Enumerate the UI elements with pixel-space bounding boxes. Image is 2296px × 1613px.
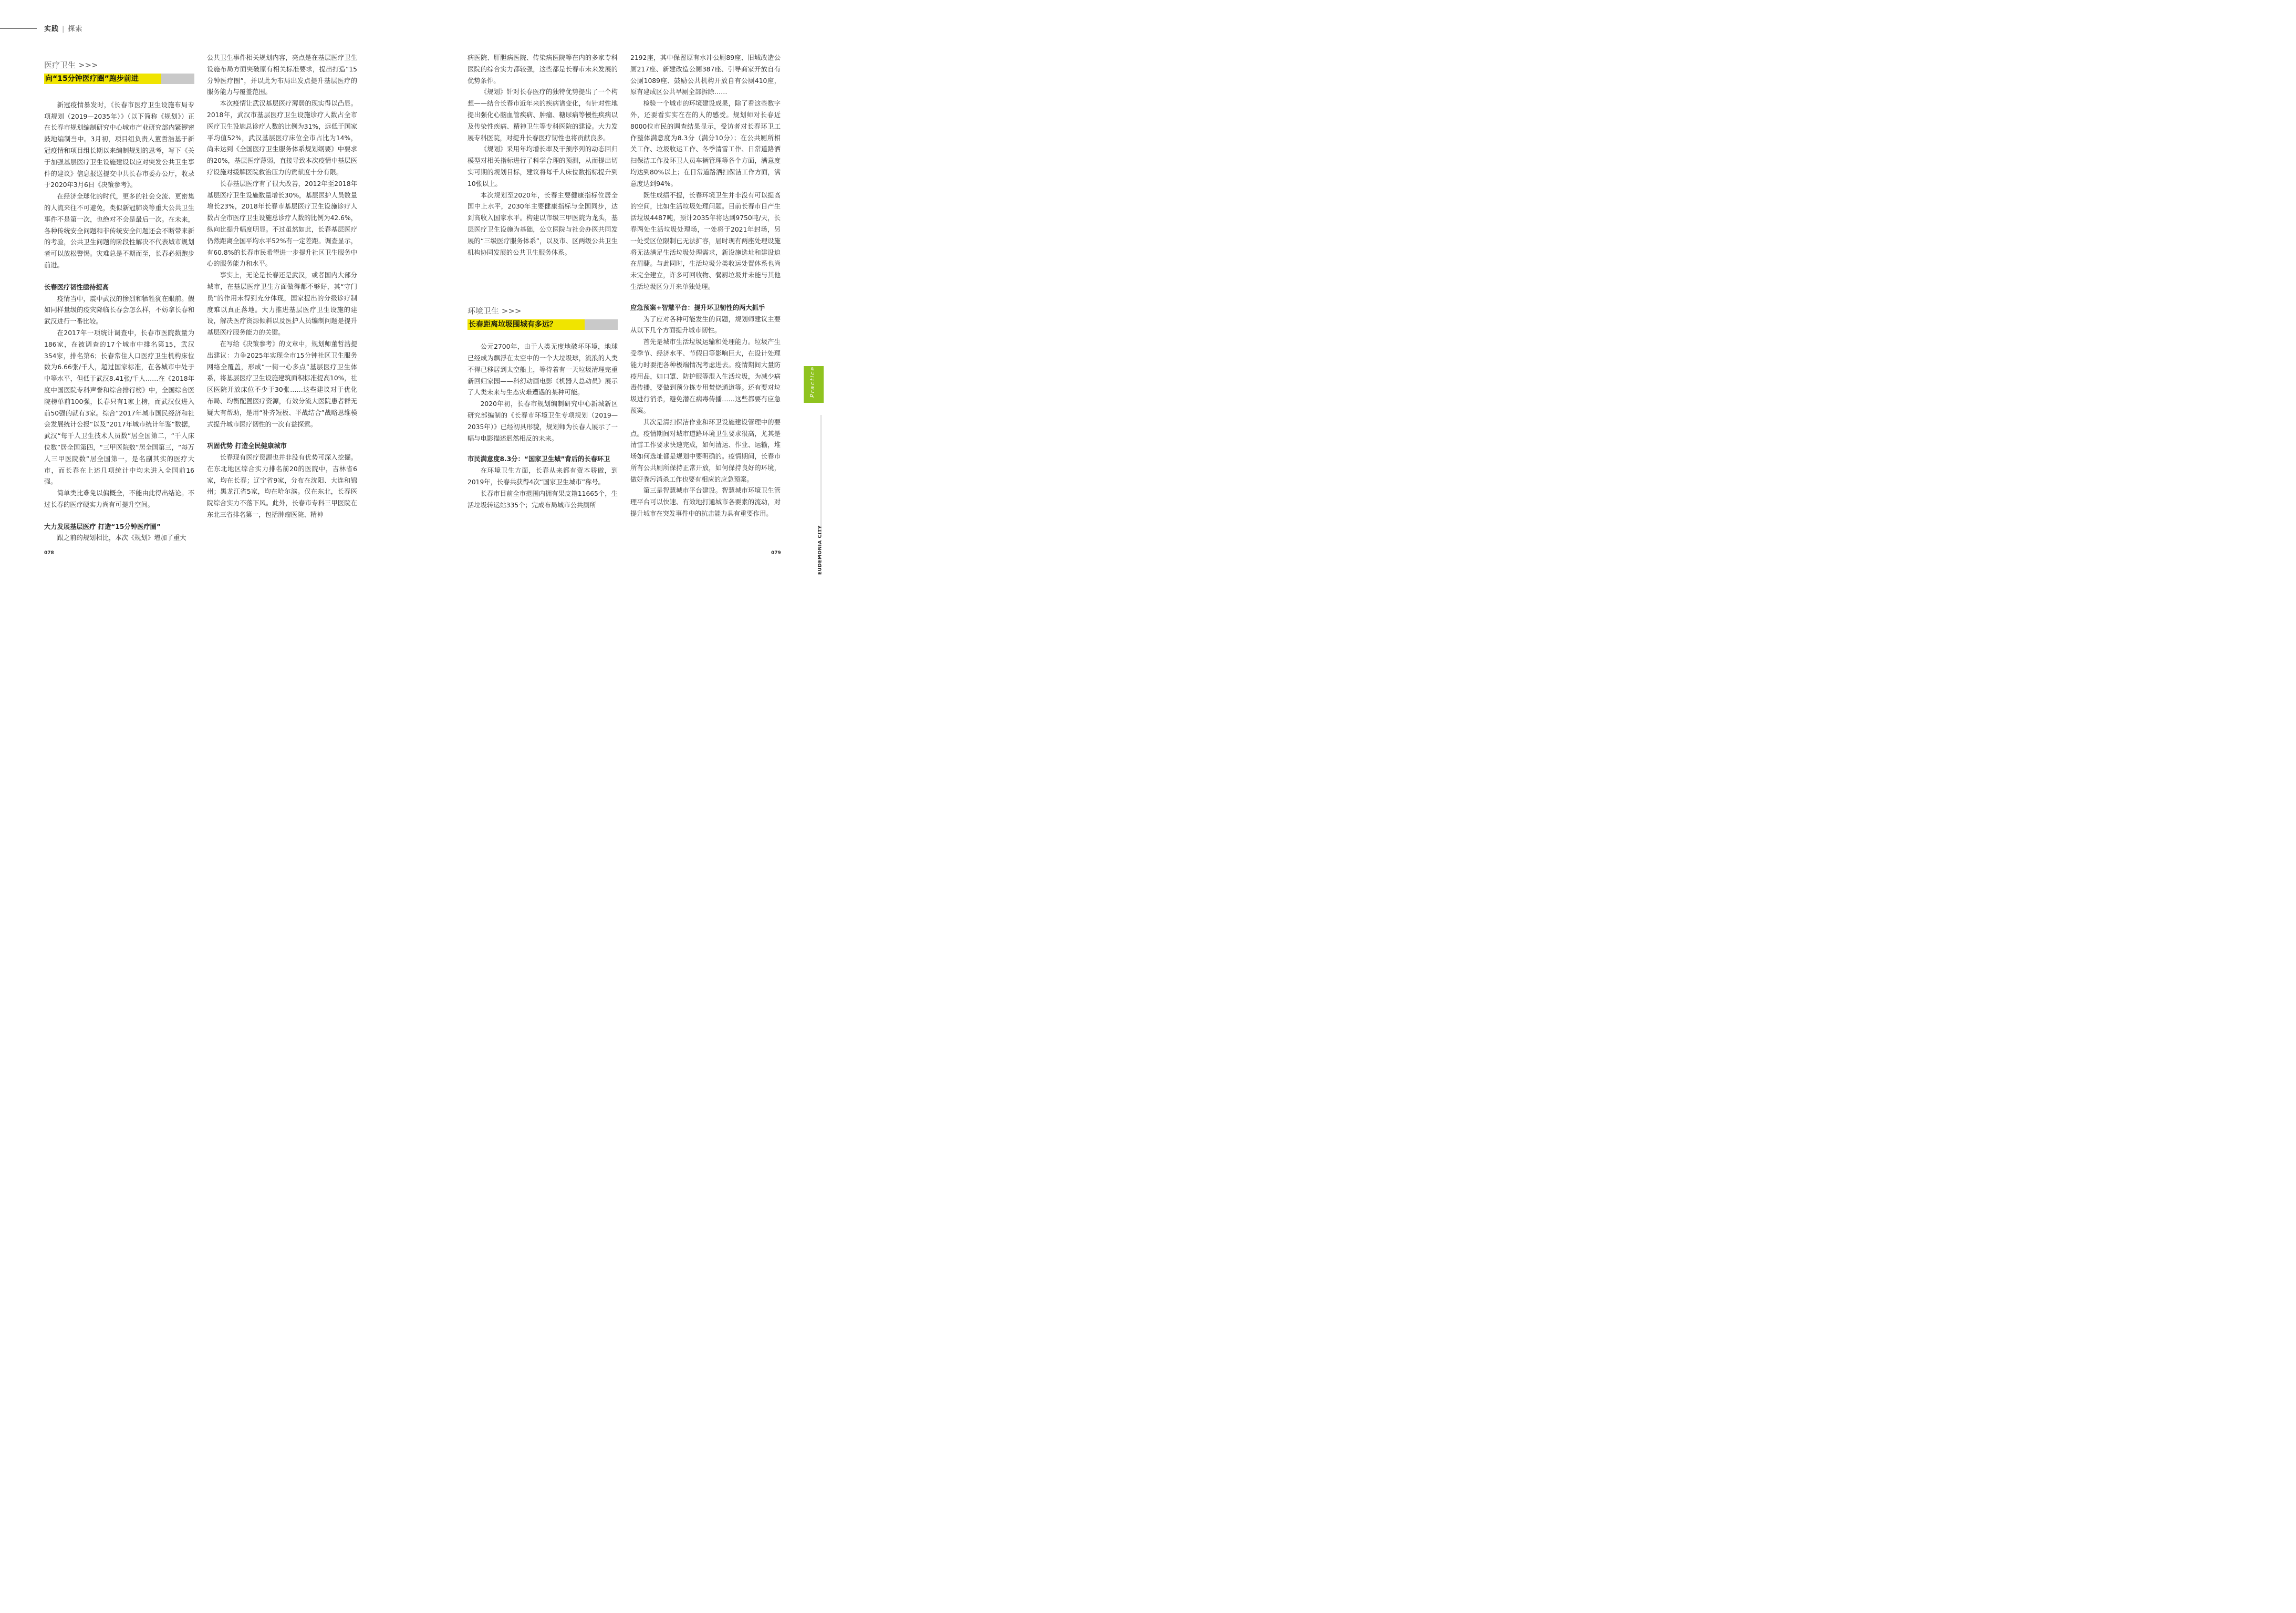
subheading: 长春医疗韧性亟待提高 <box>44 283 109 291</box>
paragraph: 在环境卫生方面，长春从来都有资本骄傲，到2019年，长春共获得4次“国家卫生城市”称号。 <box>467 467 618 486</box>
paragraph: 长春市目前全市范围内拥有果皮箱11665个，生活垃圾转运站335个；完成布局城市公共厕所 <box>467 490 618 509</box>
subheading: 应急预案+智慧平台：提升环卫韧性的两大抓手 <box>630 304 765 311</box>
paragraph: 本次规划至2020年，长春主要健康指标位居全国中上水平，2030年主要健康指标与全国同步，达到高收入国家水平。构建以市级三甲医院为龙头，基层医疗卫生设施为基础，公立医院与社会办医共同发展的“三级医疗服务体系”，以及市、区两级公共卫生机构协同发展的公共卫生服务体系。 <box>467 191 618 256</box>
paragraph: 《规划》采用年均增长率及干预序列的动态回归模型对相关指标进行了科学合理的预测，从而提出切实可期的规划目标，建议将每千人床位数指标提升到10张以上。 <box>467 145 618 188</box>
subheading: 巩固优势 打造全民健康城市 <box>207 442 287 450</box>
paragraph: 事实上，无论是长春还是武汉，或者国内大部分城市，在基层医疗卫生方面做得都不够好，其“守门员”的作用未得到充分体现，国家提出的分级诊疗制度难以真正落地。大力推进基层医疗卫生设施的建设，解决医疗资源倾斜以及医护人员编制问题是提升基层医疗服务能力的关键。 <box>207 272 357 337</box>
paragraph: 2192座，其中保留原有水冲公厕89座、旧城改造公厕217座、新建改造公厕387座、引导商家开放自有公厕1089座、鼓励公共机构开放自有公厕410座，原有建成区公共旱厕全部拆除…… <box>630 54 781 96</box>
paragraph: 长春基层医疗有了很大改善，2012年至2018年基层医疗卫生设施数量增长30%，基层医护人员数量增长23%，2018年长春市基层医疗卫生设施诊疗人数占全市医疗卫生设施总诊疗人数的比例为42.6%，纵向比提升幅度明显。不过虽然如此，长春基层医疗仍然距离全国平均水平52%有一定差距。调查显示，有60.8%的长春市民希望进一步提升社区卫生服务中心的服务能力和水平。 <box>207 180 357 268</box>
column-3 <box>467 53 618 511</box>
paragraph: 检验一个城市的环境建设成果，除了看这些数字外，还要看实实在在的人的感受。规划师对长春近8000位市民的调查结果显示，受访者对长春环卫工作整体满意度为8.3分（满分10分）；在公共厕所相关工作、垃圾收运工作、冬季清雪工作、日常道路洒扫保洁工作及环卫人员车辆管理等各个方面，满意度均达到80%以上；在日常道路洒扫保洁工作方面，满意度达到94%。 <box>630 100 781 188</box>
magazine-name: EUDEMONIA CITY <box>817 525 823 575</box>
running-header <box>44 23 82 33</box>
paragraph: 第三是智慧城市平台建设。智慧城市环境卫生管理平台可以快速、有效地打通城市各要素的流动，对提升城市在突发事件中的抗击能力具有重要作用。 <box>630 487 781 518</box>
subheading: 市民满意度8.3分：“国家卫生城”背后的长春环卫 <box>467 455 610 463</box>
section-tab <box>804 366 824 403</box>
paragraph: 2020年初，长春市规划编制研究中心新城新区研究部编制的《长春市环境卫生专项规划（2019—2035年）》已经初具形貌，规划师为长春人展示了一幅与电影描述迥然相反的未来。 <box>467 400 618 442</box>
paragraph: 公元2700年，由于人类无度地破坏环境，地球已经成为飘浮在太空中的一个大垃圾球，流浪的人类不得已移居到太空船上，等待着有一天垃圾清理完重新回归家园——科幻动画电影《机器人总动员》展示了人类未来与生态灾难遭遇的某种可能。 <box>467 343 618 397</box>
column-1 <box>44 58 194 544</box>
header-subsection: 探索 <box>68 25 83 33</box>
banner-title: 向“15分钟医疗圈”跑步前进 <box>45 74 139 83</box>
paragraph: 简单类比难免以偏概全，不能由此得出结论。不过长春的医疗硬实力尚有可提升空间。 <box>44 490 194 508</box>
header-section: 实践 <box>44 25 59 33</box>
paragraph: 在经济全球化的时代，更多的社会交流、更密集的人流来往不可避免，类似新冠肺炎等重大公共卫生事件不是第一次，也绝对不会是最后一次。在未来，各种传统安全问题和非传统安全问题还会不断带来新的考验，公共卫生问题的阶段性解决不代表城市规划者可以放松警惕。灾难总是不期而至，长春必须跑步前进。 <box>44 193 194 269</box>
header-rule <box>0 28 37 29</box>
paragraph: 在写给《决策参考》的文章中，规划师董哲浩提出建议：力争2025年实现全市15分钟社区卫生服务网络全覆盖，形成“一街一心多点”基层医疗卫生体系，将基层医疗卫生设施建筑面积标准提高10%，社区医院开放床位不少于30张……这些建议对于优化布局、均衡配置医疗资源，有效分流大医院患者群无疑大有帮助，是用“补齐短板、平战结合”战略思维模式提升城市医疗韧性的一次有益探索。 <box>207 340 357 428</box>
paragraph: 公共卫生事件相关规划内容，亮点是在基层医疗卫生设施布局方面突破原有相关标准要求，提出打造“15分钟医疗圈”，并以此为布局出发点提升基层医疗的服务能力与覆盖范围。 <box>207 54 357 96</box>
section-banner-environment <box>467 319 618 330</box>
page-number-right: 079 <box>771 550 781 556</box>
banner-title: 长春距离垃圾围城有多远？ <box>469 320 557 329</box>
paragraph: 病医院、肝胆病医院、传染病医院等在内的多家专科医院的综合实力都较强，这些都是长春市未来发展的优势条件。 <box>467 54 618 85</box>
section-label-medical: 医疗卫生 >>> <box>44 60 98 70</box>
paragraph: 《规划》针对长春医疗的独特优势提出了一个构想——结合长春市近年来的疾病谱变化，有针对性地提出强化心脑血管疾病、肿瘤、糖尿病等慢性疾病以及传染性疾病、精神卫生等专科医院的建设。大力发展专科医院，对提升长春医疗韧性也将贡献良多。 <box>467 88 618 142</box>
paragraph: 为了应对各种可能发生的问题，规划师建议主要从以下几个方面提升城市韧性。 <box>630 315 781 335</box>
column-2 <box>207 53 357 521</box>
paragraph: 首先是城市生活垃圾运输和处理能力。垃圾产生受季节、经济水平、节假日等影响巨大，在设计处理能力时要把各种极端情况考虑进去。疫情期间大量防疫用品，如口罩、防护服等混入生活垃圾，为减少病毒传播，要做到预分拣专用焚烧通道等。还有要对垃圾进行消杀，避免潜在病毒传播……这些都要有应急预案。 <box>630 338 781 414</box>
paragraph: 新冠疫情暴发时，《长春市医疗卫生设施布局专项规划（2019—2035年）》（以下简称《规划》）正在长春市规划编制研究中心城市产业研究部内紧锣密鼓地编制当中。3月初，项目组负责人董哲浩基于新冠疫情和项目组长期以来编制规划的思考，写下《关于加强基层医疗卫生设施建设以应对突发公共卫生事件的建议》信息报送提交中共长春市委办公厅，收录于2020年3月6日《决策参考》。 <box>44 101 194 189</box>
paragraph: 在2017年一项统计调查中，长春市医院数量为186家，在被调查的17个城市中排名第15，武汉354家，排名第6；长春常住人口医疗卫生机构床位数为6.66张/千人，超过国家标准，在各城市中处于中等水平，但低于武汉8.41张/千人……在《2018年度中国医院专科声誉和综合排行榜》中，全国综合医院榜单前100强，长春只有1家上榜，而武汉仅进入前50强的就有3家。综合“2017年城市国民经济和社会发展统计公报”以及“2017年城市统计年鉴”数据，武汉“每千人卫生技术人员数”居全国第二，“千人床位数”居全国第四，“三甲医院数”居全国第三，“每万人三甲医院数”居全国第一，是名副其实的医疗大市，而长春在上述几项统计中均未进入全国前16强。 <box>44 329 194 486</box>
section-tab-label: Practice <box>809 366 816 398</box>
section-banner-medical <box>44 74 194 84</box>
header-separator: | <box>62 25 65 33</box>
paragraph: 疫情当中，震中武汉的惨烈和牺牲犹在眼前。假如同样量级的疫灾降临长春会怎么样，不妨拿长春和武汉进行一番比较。 <box>44 295 194 326</box>
margin-rule <box>820 415 822 536</box>
paragraph: 长春现有医疗资源也并非没有优势可深入挖掘。在东北地区综合实力排名前20的医院中，吉林省6家，均在长春；辽宁省9家，分布在沈阳、大连和锦州；黑龙江省5家，均在哈尔滨。仅在东北，长春医院综合实力不落下风。此外，长春市专科三甲医院在东北三省排名第一，包括肿瘤医院、精神 <box>207 454 357 519</box>
paragraph: 本次疫情让武汉基层医疗薄弱的现实得以凸显。2018年，武汉市基层医疗卫生设施诊疗人数占全市医疗卫生设施总诊疗人数的比例为31%，远低于国家平均值52%，武汉基层医疗床位全市占比为14%，尚未达到《全国医疗卫生服务体系规划纲要》中要求的20%，基层医疗薄弱，直接导致本次疫情中基层医疗设施对缓解医院救治压力的贡献度十分有限。 <box>207 100 357 176</box>
column-4 <box>630 53 781 520</box>
page-number-left: 078 <box>44 550 54 556</box>
paragraph: 既往成绩不提，长春环境卫生并非没有可以提高的空间，比如生活垃圾处理问题。目前长春市日产生活垃圾4487吨，预计2035年将达到9750吨/天，长春两处生活垃圾处理场，一处将于2021年封场，另一处受区位限制已无法扩容，届时现有两座处理设施将无法满足生活垃圾处理需求，新设施选址和建设迫在眉睫。与此同时，生活垃圾分类收运处置体系也尚未完全建立，许多可回收物、餐厨垃圾并未能与其他生活垃圾区分开来单独处理。 <box>630 191 781 290</box>
section-label-environment: 环境卫生 >>> <box>467 306 522 316</box>
paragraph: 跟之前的规划相比，本次《规划》增加了重大 <box>57 534 186 542</box>
paragraph: 其次是清扫保洁作业和环卫设施建设管理中的要点。疫情期间对城市道路环境卫生要求很高，尤其是清雪工作要求快速完成，如何清运、作业、运输，堆场如何选址都是规划中要明确的。疫情期间，长春市所有公共厕所保持正常开放，如何保持良好的环境，做好粪污消杀工作也要有相应的应急预案。 <box>630 418 781 483</box>
subheading: 大力发展基层医疗 打造“15分钟医疗圈” <box>44 523 161 530</box>
